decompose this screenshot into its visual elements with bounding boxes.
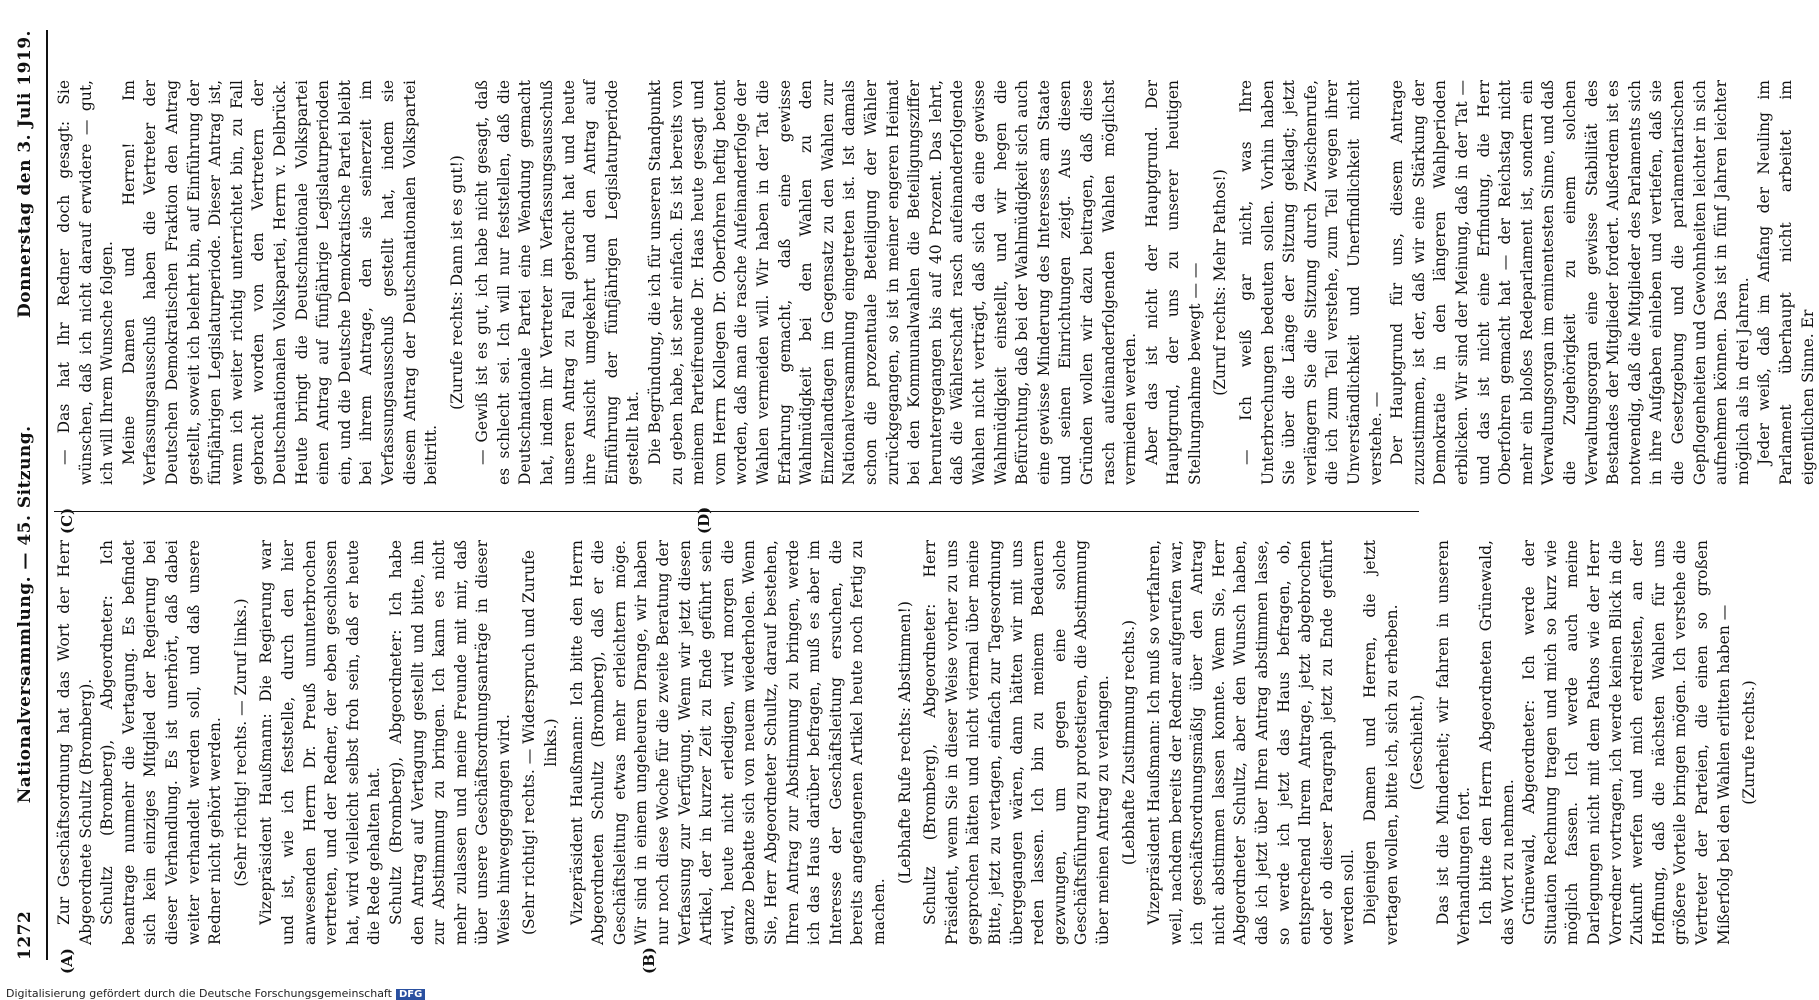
left-column — [54, 540, 1765, 945]
funding-credit — [6, 987, 425, 1000]
interjection: (Zurufe rechts.) — [1740, 680, 1759, 805]
page-header — [8, 30, 42, 960]
paragraph: Grünewald, Abgeordneter: Ich werde der Situation Rechnung tragen und mich so kurz wie möglich fassen. Ich werde auch meine Darlegungen nicht mit dem Pathos wie der Herr Vorredner vortragen, ich werde keinen Blick in die Zukunft werfen und mich erdreisten, an der Hoffnung, daß die nächsten Wahlen für uns größere Vorteile bringen mögen. Ich verstehe die Vertreter der Parteien, die einen so großen Mißerfolg bei den Wahlen erlitten haben — — [1520, 540, 1733, 945]
paragraph: Der Hauptgrund für uns, diesem Antrage zuzustimmen, ist der, daß wir eine Stärkung der Demokratie in den längeren Wahlperioden erblicken. Wir sind der Meinung, daß in der Tat — und das ist nicht eine Erfindung, die Herr Oberfohren gemacht hat — der Reichstag nicht mehr ein bloßes Redeparlament ist, sondern ein Verwaltungsorgan im eminentesten Sinne, und daß die Zugehörigkeit zu einem solchen Verwaltungsorgan eine gewisse Stabilität des Bestandes der Mitglieder fordert. Außerdem ist es notwendig, daß die Mitglieder des Parlaments sich in ihre Aufgaben einleben und vertiefen, daß sie die Gesetzgebung und die parlamentarischen Gepflogenheiten und Gewohnheiten leichter in sich aufnehmen können. Das ist in fünf Jahren leichter möglich als in drei Jahren. — [1388, 80, 1752, 485]
paragraph: Meine Damen und Herren! Im Verfassungsausschuß haben die Vertreter der Deutschen Demokratischen Fraktion den Antrag gestellt, soweit ich belehrt bin, auf Einführung der fünfjährigen Legislaturperiode. Dieser Antrag ist, wenn ich weiter richtig unterrichtet bin, zu Fall gebracht worden von den Vertretern der Deutschnationalen Volkspartei, Herrn v. Delbrück. Heute bringt die Deutschnationale Volkspartei einen Antrag auf fünfjährige Legislaturperioden ein, und die Deutsche Demokratische Partei bleibt bei ihrem Antrage, den sie seinerzeit im Verfassungsausschuß gestellt hat, indem sie diesem Antrag der Deutschnationalen Volkspartei beitritt. — [119, 80, 441, 485]
paragraph: — Das hat Ihr Redner doch gesagt: Sie wünschen, daß ich nicht darauf erwidere — gut, ich will Ihrem Wunsche folgen. — [55, 80, 117, 485]
paragraph: — Gewiß ist es gut, ich habe nicht gesagt, daß es schlecht sei. Ich will nur feststellen, daß die Deutschnationale Partei eine Wendung gemacht hat, indem ihr Vertreter im Verfassungsausschuß unseren Antrag zu Fall gebracht hat und heute ihre Ansicht umgekehrt und den Antrag auf Einführung der fünfjährigen Legislaturperiode gestellt hat. — [473, 80, 643, 485]
margin-mark-c: (C) — [58, 507, 76, 534]
paragraph: Vizepräsident Haußmann: Die Regierung war und ist, wie ich feststelle, durch den hier anwesenden Herrn Dr. Preuß ununterbrochen vertreten, und der Redner, der eben geschlossen hat, wird vielleicht selbst froh sein, daß er heute die Rede gehalten hat. — [257, 540, 384, 945]
paragraph: Das ist die Minderheit; wir fahren in unseren Verhandlungen fort. — [1433, 540, 1474, 945]
header-rule — [46, 30, 48, 960]
paragraph: Jeder weiß, daß im Anfang der Neuling im Parlament überhaupt nicht arbeitet im eigentlichen Sinne. Er — [1755, 80, 1817, 485]
interjection: (Sehr richtig! rechts. — Zuruf links.) — [231, 598, 250, 887]
paragraph: Schultz (Bromberg), Abgeordneter: Herr Präsident, wenn Sie in dieser Weise vorher zu uns gesprochen hätten und nicht viermal über meine Bitte, jetzt zu vertagen, einfach zur Tagesordnung übergegangen wären, dann hätten wir mit uns reden lassen. Ich bin zu meinem Bedauern gezwungen, um gegen eine solche Geschäftsführung zu protestieren, die Abstimmung über meinen Antrag zu verlangen. — [921, 540, 1112, 945]
running-title: Nationalversammlung. — 45. Sitzung. — [15, 425, 35, 804]
interjection: (Geschieht.) — [1408, 694, 1427, 791]
interjection: (Sehr richtig! rechts. — Widerspruch und Zurufe links.) — [520, 550, 561, 936]
interjection: (Lebhafte Zustimmung rechts.) — [1119, 619, 1138, 866]
right-column — [54, 80, 1819, 485]
paragraph: Diejenigen Damen und Herren, die jetzt vertagen wollen, bitte ich, sich zu erheben. — [1361, 540, 1401, 945]
margin-mark-a: (A) — [58, 948, 76, 974]
paragraph: Schultz (Bromberg), Abgeordneter: Ich habe den Antrag auf Vertagung gestellt und bitte, ihn zur Abstimmung zu bringen. Ich kann es nicht mehr zulassen und meine Freunde mit mir, daß über unsere Geschäftsordnungsanträge in dieser Weise hinweggegangen wird. — [386, 540, 513, 945]
dfg-logo: DFG — [396, 989, 425, 1000]
margin-mark-d: (D) — [695, 506, 713, 534]
paragraph: Vizepräsident Haußmann: Ich bitte den Herrn Abgeordneten Schultz (Bromberg), daß er die Geschäftsleitung etwas mehr erleichtern möge. Wir sind in einem ungeheuren Drange, wir haben nur noch diese Woche für die zweite Beratung der Verfassung zur Verfügung. Wenn wir jetzt diesen Artikel, der in kurzer Zeit zu Ende geführt sein wird, heute nicht erledigen, wird morgen die ganze Debatte sich von neuem wiederholen. Wenn Sie, Herr Abgeordneter Schultz, darauf bestehen, Ihren Antrag zur Abstimmung zu bringen, werde ich das Haus darüber befragen, muß es aber im Interesse der Geschäftsleitung ersuchen, die bereits angefangenen Artikel heute noch fertig zu machen. — [567, 540, 888, 945]
paragraph: Aber das ist nicht der Hauptgrund. Der Hauptgrund, der uns zu unserer heutigen Stellungnahme bewegt — — — [1142, 80, 1204, 485]
margin-mark-b: (B) — [640, 947, 658, 974]
column-divider — [54, 511, 1419, 512]
credit-text: Digitalisierung gefördert durch die Deutsche Forschungsgemeinschaft — [6, 987, 392, 1000]
interjection: (Lebhafte Rufe rechts: Abstimmen!) — [895, 601, 914, 884]
paragraph: Vizepräsident Haußmann: Ich muß so verfahren, weil, nachdem bereits der Redner aufgerufen war, ich geschäftsordnungsmäßig über den Antrag nicht abstimmen lassen konnte. Wenn Sie, Herr Abgeordneter Schultz, aber den Wunsch haben, daß ich jetzt über Ihren Antrag abstimmen lasse, so werde ich jetzt das Haus befragen, ob, entsprechend Ihrem Antrage, jetzt abgebrochen oder ob dieser Paragraph jetzt zu Ende geführt werden soll. — [1145, 540, 1358, 945]
session-date: Donnerstag den 3. Juli 1919. — [15, 30, 35, 318]
paragraph: — Ich weiß gar nicht, was Ihre Unterbrechungen bedeuten sollen. Vorhin haben Sie über die Länge der Sitzung geklagt; jetzt verlängern Sie die Sitzung durch Zwischenrufe, die ich zum Teil verstehe, zum Teil wegen ihrer Unverständlichkeit und Unerfindlichkeit nicht verstehe. — — [1237, 80, 1385, 485]
page-number: 1272 — [15, 910, 35, 960]
interjection: (Zurufe rechts: Dann ist es gut!) — [447, 155, 466, 410]
paragraph: Die Begründung, die ich für unseren Standpunkt zu geben habe, ist sehr einfach. Es ist bereits von meinem Parteifreunde Dr. Haas heute gesagt und vom Herrn Kollegen Dr. Oberfohren heftig betont worden, daß man die rasche Aufeinanderfolge der Wahlen vermeiden will. Wir haben in der Tat die Erfahrung gemacht, daß eine gewisse Wahlmüdigkeit bei den Wahlen zu den Einzellandtagen im Gegensatz zu den Wahlen zur Nationalversammlung eingetreten ist. Ist damals schon die prozentuale Beteiligung der Wähler zurückgegangen, so ist in meiner engeren Heimat bei den Kommunalwahlen die Beteiligungsziffer heruntergegangen bis auf 40 Prozent. Das lehrt, daß die Wählerschaft rasch aufeinanderfolgende Wahlen nicht verträgt, daß sich da eine gewisse Wahlmüdigkeit einstellt, und wir hegen die Befürchtung, daß bei der Wahlmüdigkeit sich auch eine gewisse Minderung des Interesses am Staate und seinen Einrichtungen zeigt. Aus diesen Gründen wollen wir dazu beitragen, daß diese rasch aufeinanderfolgenden Wahlen möglichst vermieden werden. — [646, 80, 1140, 485]
paragraph: Schultz (Bromberg), Abgeordneter: Ich beantrage nunmehr die Vertagung. Es befindet sich kein einziges Mitglied der Regierung bei dieser Verhandlung. Es ist unerhört, daß dabei weiter verhandelt werden soll, und daß unsere Redner nicht gehört werden. — [98, 540, 225, 945]
paragraph: Zur Geschäftsordnung hat das Wort der Herr Abgeordnete Schultz (Bromberg). — [55, 540, 95, 945]
paragraph: Ich bitte den Herrn Abgeordneten Grünewald, das Wort zu nehmen. — [1477, 540, 1517, 945]
interjection: (Zuruf rechts: Mehr Pathos!) — [1211, 169, 1230, 396]
